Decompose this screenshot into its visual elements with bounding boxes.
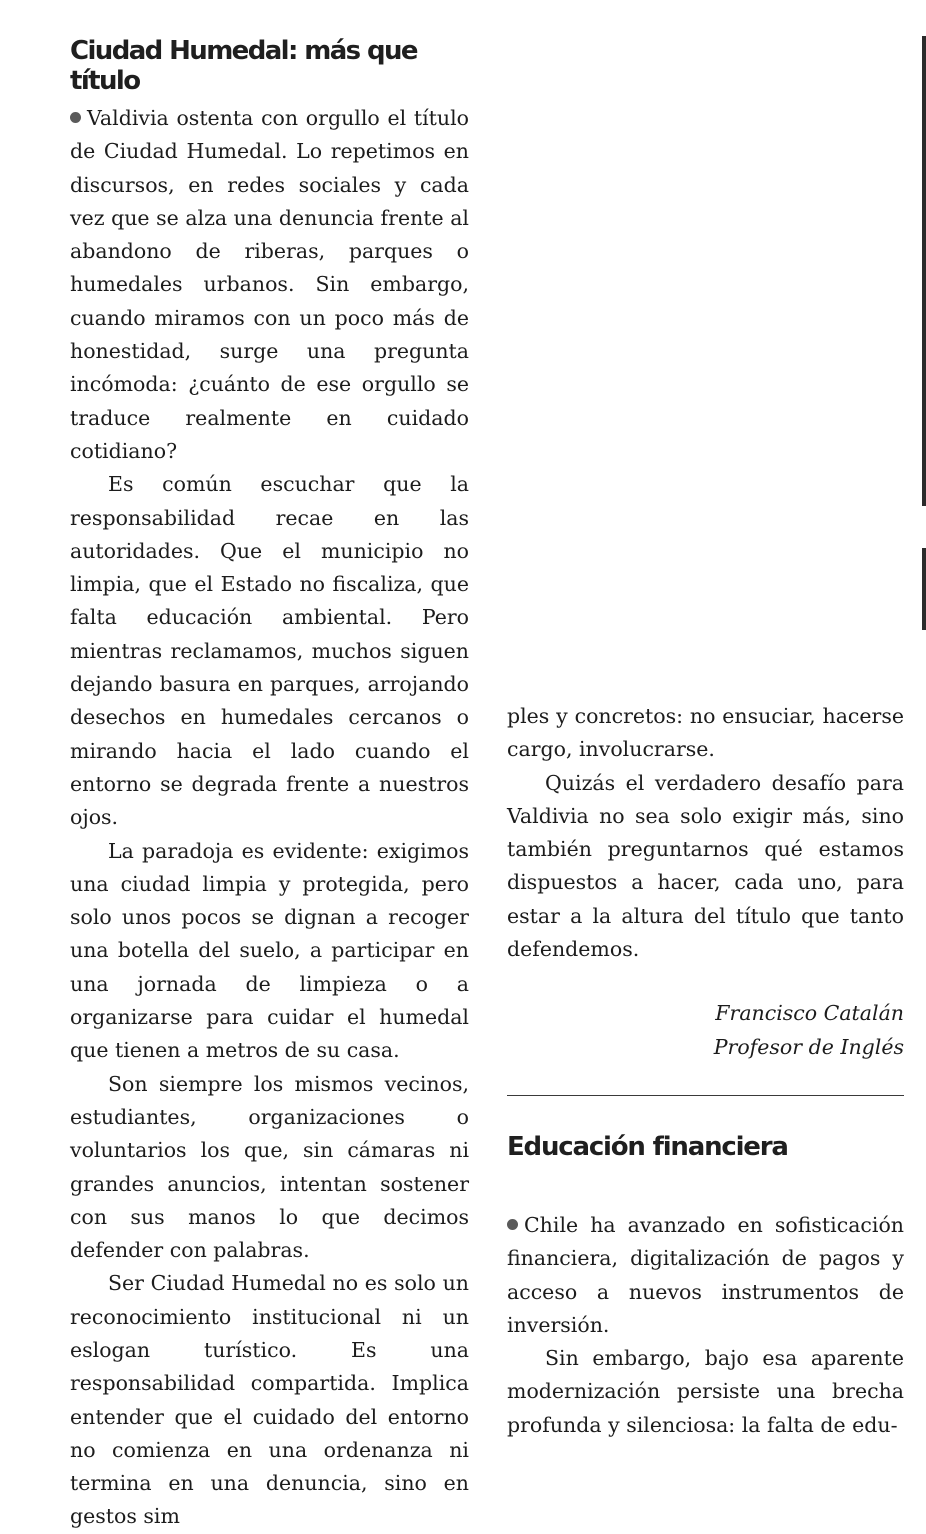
article-paragraph: Es común escuchar que la responsabilidad recae en las autoridades. Que el municipio no limpia, que el Estado no fiscaliza, que falta educación ambiental. Pero mientras reclamamos, muchos siguen dejando basura en parques, arrojando desechos en humedales cercanos o mirando hacia el lado cuando el entorno se degrada frente a nuestros ojos. — [70, 472, 469, 830]
article-paragraph: Sin embargo, bajo esa aparente modernización persiste una brecha profunda y silenciosa: la falta de edu- — [507, 1346, 904, 1437]
page-edge-mark — [922, 548, 926, 630]
article-headline: Ciudad Humedal: más que título — [70, 36, 417, 96]
page-edge-mark — [922, 36, 926, 506]
author-role: Profesor de Inglés — [713, 1034, 904, 1059]
article-paragraph: Chile ha avanzado en sofisticación financiera, digitalización de pagos y acceso a nuevos instrumentos de inversión. — [507, 1213, 904, 1337]
article-educacion-financiera — [507, 1132, 904, 1442]
article-body — [70, 102, 469, 1534]
bullet-icon — [507, 1219, 518, 1230]
article-paragraph: La paradoja es evidente: exigimos una ciudad limpia y protegida, pero solo unos pocos se dignan a recoger una botella del suelo, a participar en una jornada de limpieza o a organizarse para cuidar el humedal que tienen a metros de su casa. — [70, 838, 469, 1063]
article-body-continued — [507, 700, 904, 966]
article-paragraph: Ser Ciudad Humedal no es solo un reconocimiento institucional ni un eslogan turístico. Es una responsabilidad compartida. Implica entender que el cuidado del entorno no comienza en una ordenanza ni termina en una denuncia, sino en gestos sim — [70, 1271, 469, 1529]
article-body — [507, 1209, 904, 1442]
article-paragraph: Valdivia ostenta con orgullo el título de Ciudad Humedal. Lo repetimos en discursos, en redes sociales y cada vez que se alza una denuncia frente al abandono de riberas, parques o humedales urbanos. Sin embargo, cuando miramos con un poco más de honestidad, surge una pregunta incómoda: ¿cuánto de ese orgullo se traduce realmente en cuidado cotidiano? — [70, 106, 469, 463]
article-paragraph: Quizás el verdadero desafío para Valdivia no sea solo exigir más, sino también preguntarnos qué estamos dispuestos a hacer, cada uno, para estar a la altura del título que tanto defendemos. — [507, 770, 904, 962]
article-paragraph: ples y concretos: no ensuciar, hacerse cargo, involucrarse. — [507, 704, 904, 762]
article-headline: Educación financiera — [507, 1132, 788, 1162]
article-paragraph: Son siempre los mismos vecinos, estudiantes, organizaciones o voluntarios los que, sin cámaras ni grandes anuncios, intentan sostener con sus manos lo que decimos defender con palabras. — [70, 1071, 469, 1263]
article-continuation — [507, 700, 904, 1064]
author-signature — [507, 997, 904, 1064]
section-divider — [507, 1095, 904, 1096]
author-name: Francisco Catalán — [715, 1001, 904, 1026]
bullet-icon — [70, 112, 81, 123]
